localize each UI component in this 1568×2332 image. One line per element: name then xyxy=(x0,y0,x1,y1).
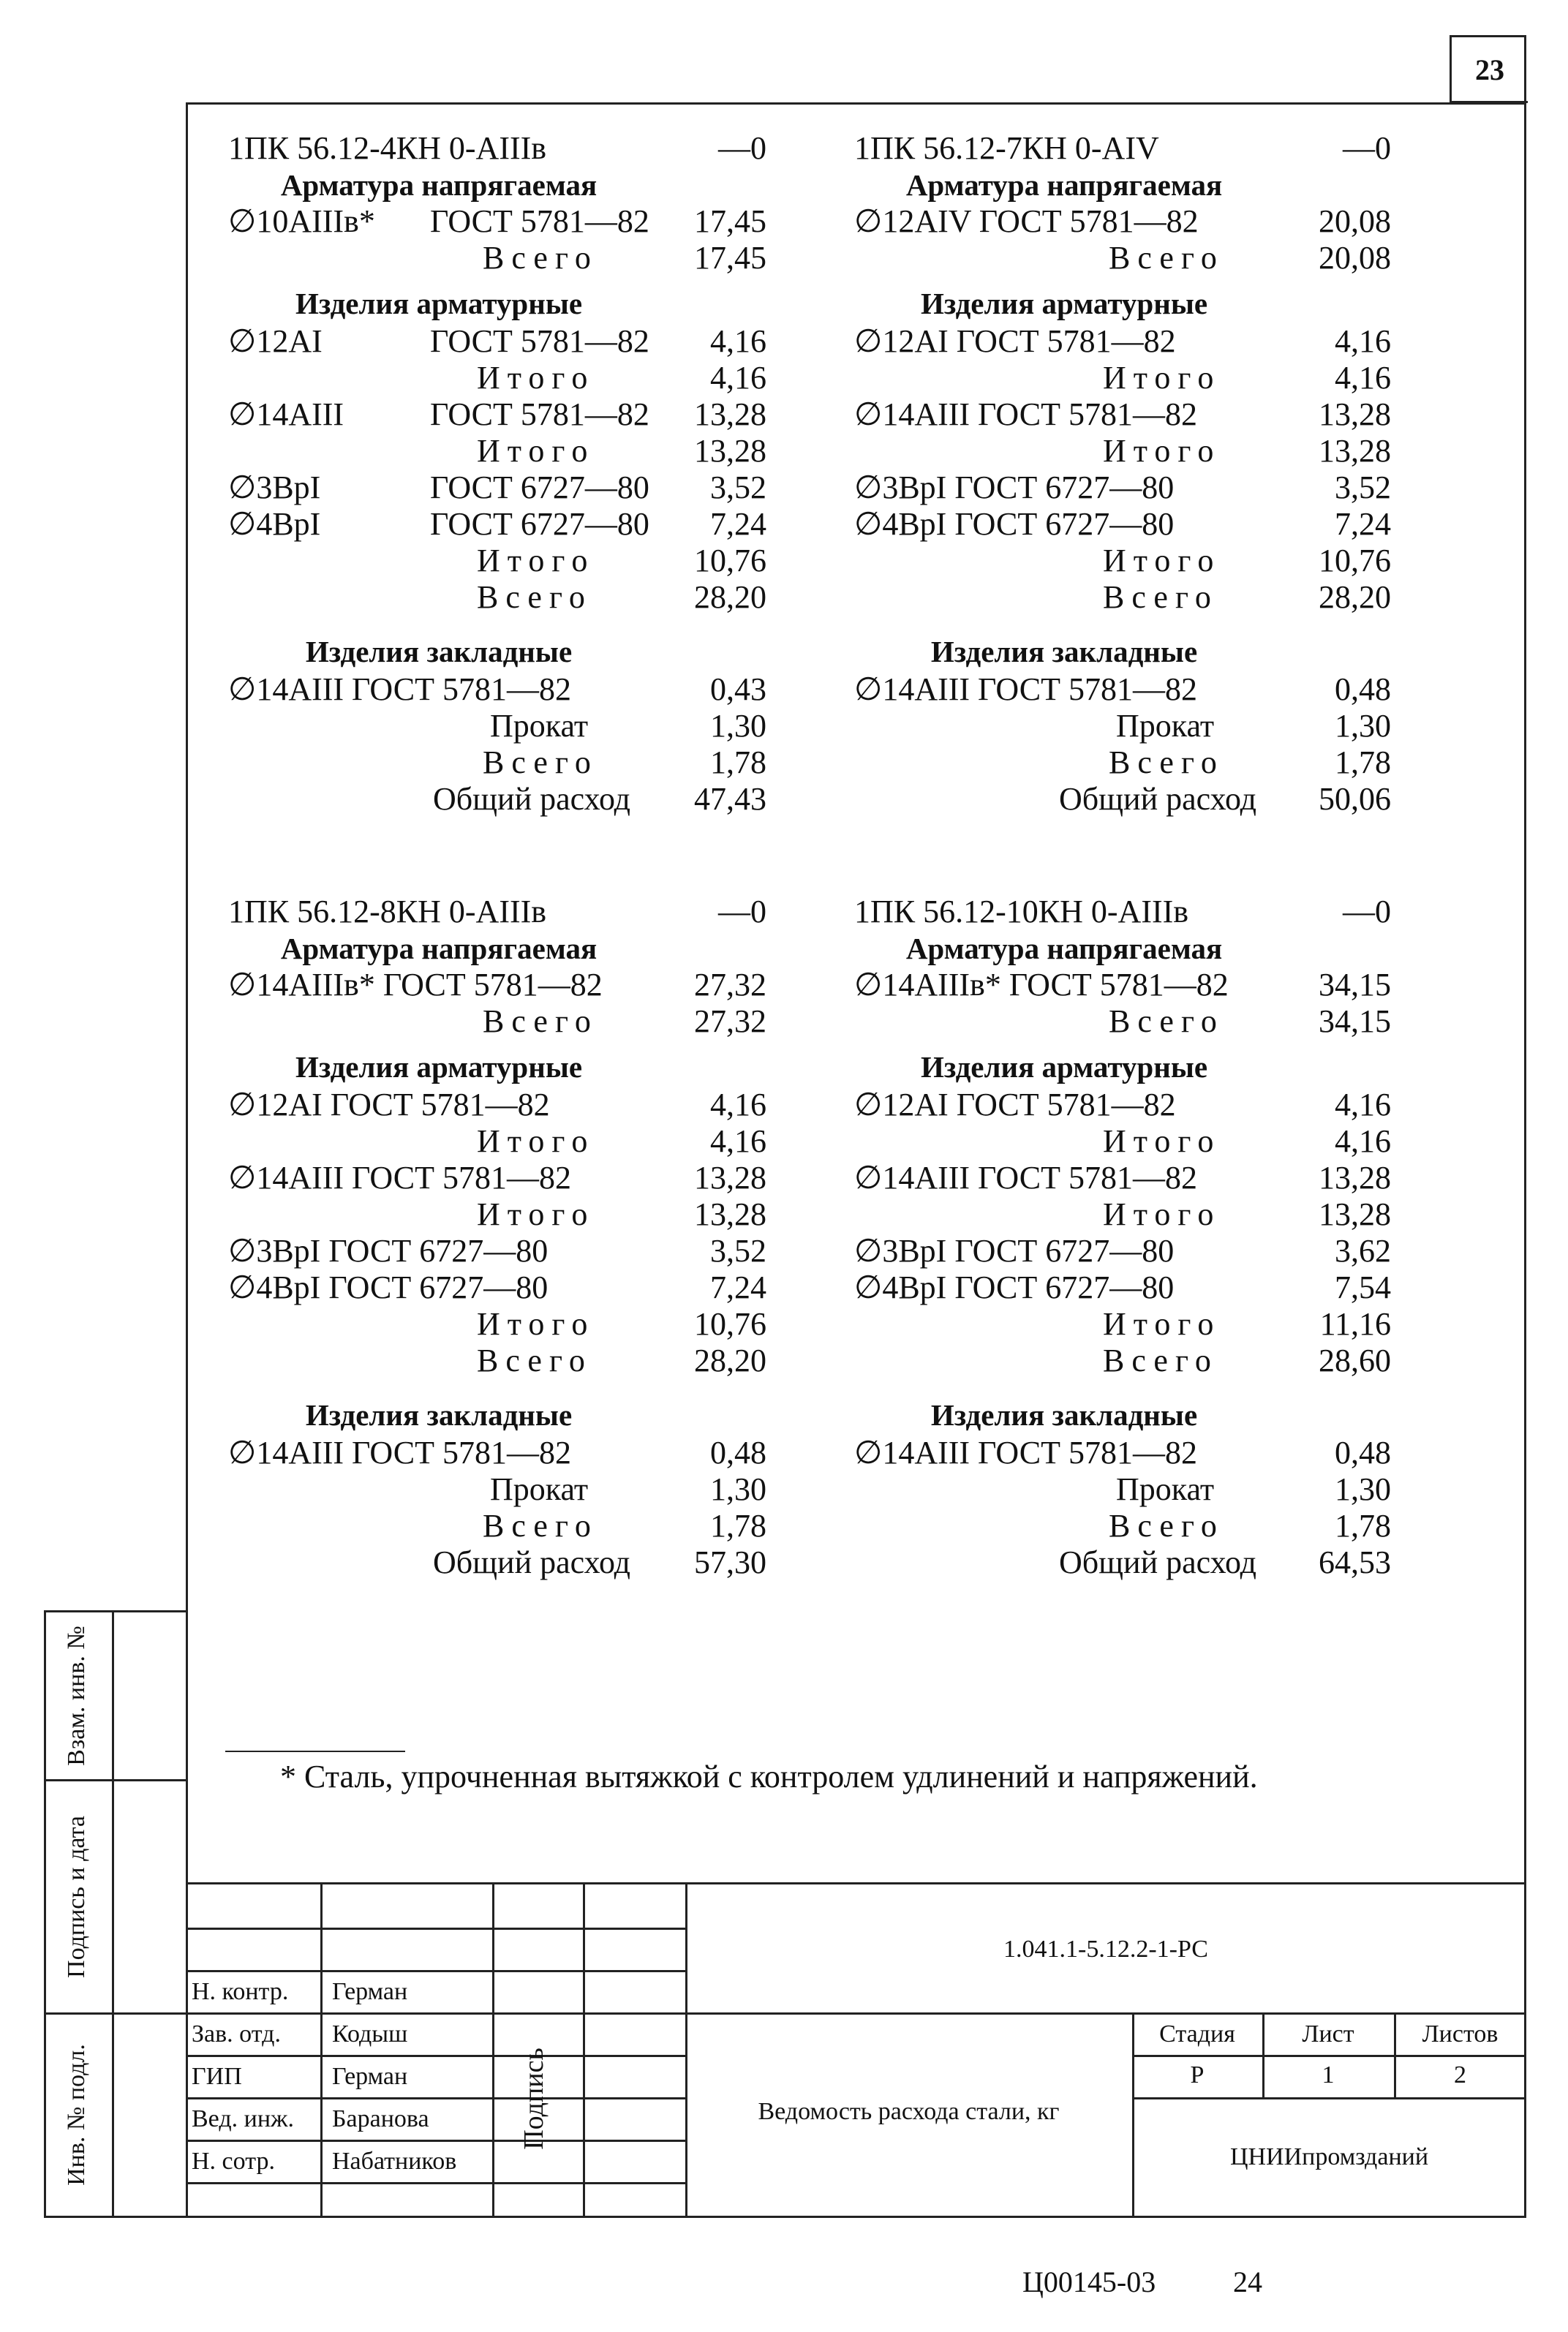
section-title-rebar-products: Изделия арматурные xyxy=(920,287,1208,320)
item-mass: 13,28 xyxy=(694,396,766,432)
subtotal-label: Итого xyxy=(1103,1196,1221,1232)
item-name: ∅12АIV ГОСТ 5781—82 xyxy=(854,203,1199,239)
subtotal-label: Всего xyxy=(477,1343,592,1378)
page-number: 23 xyxy=(1450,37,1528,103)
section-title-prestressed: Арматура напрягаемая xyxy=(905,168,1223,202)
subtotal-label: Итого xyxy=(477,1306,595,1342)
tb-rule xyxy=(492,1882,494,2218)
item-mass: 13,28 xyxy=(694,1196,766,1232)
item-name: ∅14АIIIв* ГОСТ 5781—82 xyxy=(854,967,1229,1003)
item-mass: 1,78 xyxy=(1335,1508,1391,1544)
total-label: Всего xyxy=(483,240,598,276)
item-name: ∅12АI ГОСТ 5781—82 xyxy=(854,323,1176,359)
item-name: ∅14АIII ГОСТ 5781—82 xyxy=(854,1435,1197,1471)
document-title: Ведомость расхода стали, кг xyxy=(758,2098,1060,2125)
item-mass: 3,52 xyxy=(710,469,766,505)
role-label: ГИП xyxy=(192,2063,242,2090)
item-mass: 1,30 xyxy=(710,1471,766,1507)
organization: ЦНИИпромзданий xyxy=(1229,2143,1429,2170)
summary-label: Прокат xyxy=(1116,708,1215,744)
total-label: Всего xyxy=(483,1003,598,1039)
subtotal-label: Итого xyxy=(477,360,595,396)
sidebar-label-replacement: Взам. инв. № xyxy=(63,1626,90,1766)
total-label: Всего xyxy=(1109,1003,1224,1039)
item-mass: 4,16 xyxy=(710,1123,766,1159)
item-mass: 28,20 xyxy=(694,1343,766,1378)
subtotal-label: Итого xyxy=(477,543,595,578)
role-label: Н. сотр. xyxy=(192,2148,275,2175)
subtotal-label: Итого xyxy=(477,1123,595,1159)
item-mass: 13,28 xyxy=(1319,433,1391,469)
item-name: ∅3ВрI ГОСТ 6727—80 xyxy=(854,469,1175,505)
item-name: ∅3ВрI ГОСТ 6727—80 xyxy=(228,1233,549,1269)
subtotal-label: Всего xyxy=(1103,579,1218,615)
subtotal-label: Итого xyxy=(1103,433,1221,469)
item-mass: 3,52 xyxy=(1335,469,1391,505)
item-mass: 13,28 xyxy=(694,433,766,469)
tb-rule xyxy=(186,1970,687,1972)
item-name: ∅12АI ГОСТ 5781—82 xyxy=(854,1087,1176,1122)
item-name: ∅4ВрI ГОСТ 6727—80 xyxy=(228,1269,549,1305)
tb-rule xyxy=(186,2140,687,2142)
tb-rule xyxy=(186,2055,687,2057)
section-title-embedded-items: Изделия закладные xyxy=(930,635,1198,668)
item-mass: 17,45 xyxy=(694,203,766,239)
item-mass: 1,30 xyxy=(1335,1471,1391,1507)
item-mass: 10,76 xyxy=(1319,543,1391,578)
section-title-embedded-items: Изделия закладные xyxy=(305,1398,573,1432)
total-mass: 17,45 xyxy=(694,240,766,276)
tb-rule xyxy=(1132,2097,1526,2099)
item-name: ∅4ВрI xyxy=(228,506,321,542)
item-mass: 27,32 xyxy=(694,967,766,1003)
block-title: 1ПК 56.12-7КН 0-АIV xyxy=(854,130,1159,166)
item-name: ∅14АIII ГОСТ 5781—82 xyxy=(854,396,1197,432)
item-name: ∅14АIII ГОСТ 5781—82 xyxy=(228,671,571,707)
summary-label: Всего xyxy=(1109,1508,1224,1544)
item-mass: 34,15 xyxy=(1319,967,1391,1003)
item-name: ∅3ВрI ГОСТ 6727—80 xyxy=(854,1233,1175,1269)
summary-label: Общий расход xyxy=(1059,1544,1257,1580)
item-mass: 1,78 xyxy=(1335,744,1391,780)
item-name: ∅14АIII xyxy=(228,396,344,432)
item-mass: 3,52 xyxy=(710,1233,766,1269)
section-title-embedded-items: Изделия закладные xyxy=(930,1398,1198,1432)
item-name: ∅3ВрI xyxy=(228,469,321,505)
subtotal-label: Итого xyxy=(1103,1123,1221,1159)
item-mass: 7,24 xyxy=(710,1269,766,1305)
item-mass: 13,28 xyxy=(694,1160,766,1196)
section-title-rebar-products: Изделия арматурные xyxy=(295,287,583,320)
stage-value: Р xyxy=(1190,2061,1205,2088)
section-title-prestressed: Арматура напрягаемая xyxy=(280,168,598,202)
subtotal-label: Итого xyxy=(1103,543,1221,578)
item-mass: 1,30 xyxy=(1335,708,1391,744)
item-name: ∅14АIII ГОСТ 5781—82 xyxy=(854,1160,1197,1196)
tb-rule xyxy=(320,1882,323,2218)
item-mass: 28,60 xyxy=(1319,1343,1391,1378)
sidebar-value-replacement xyxy=(112,1610,188,1781)
tb-rule xyxy=(685,1882,687,2218)
total-label: Всего xyxy=(1109,240,1224,276)
summary-label: Прокат xyxy=(490,1471,589,1507)
item-mass: 7,54 xyxy=(1335,1269,1391,1305)
item-mass: 7,24 xyxy=(710,506,766,542)
tb-rule xyxy=(186,2182,687,2184)
role-label: Зав. отд. xyxy=(192,2020,281,2048)
item-mass: 4,16 xyxy=(1335,1123,1391,1159)
summary-label: Общий расход xyxy=(1059,781,1257,817)
item-mass: 3,62 xyxy=(1335,1233,1391,1269)
item-standard: ГОСТ 6727—80 xyxy=(430,506,649,542)
sheets-value: 2 xyxy=(1454,2061,1466,2088)
person-name: Набатников xyxy=(332,2148,457,2175)
item-name: ∅10АIIIв* xyxy=(228,203,375,239)
item-mass: 50,06 xyxy=(1319,781,1391,817)
tb-rule xyxy=(186,2012,1526,2015)
footnote-rule xyxy=(225,1751,405,1752)
sheet-header: Лист xyxy=(1302,2020,1354,2048)
total-mass: 27,32 xyxy=(694,1003,766,1039)
signature-column-label: Подпись xyxy=(518,2048,549,2150)
section-title-rebar-products: Изделия арматурные xyxy=(920,1050,1208,1084)
item-mass: 0,43 xyxy=(710,671,766,707)
subtotal-label: Всего xyxy=(1103,1343,1218,1378)
item-name: ∅4ВрI ГОСТ 6727—80 xyxy=(854,1269,1175,1305)
person-name: Баранова xyxy=(332,2105,429,2132)
item-mass: 4,16 xyxy=(710,323,766,359)
tb-rule xyxy=(583,1882,585,2218)
item-mass: 1,78 xyxy=(710,744,766,780)
summary-label: Прокат xyxy=(1116,1471,1215,1507)
section-title-prestressed: Арматура напрягаемая xyxy=(905,932,1223,965)
sidebar-label-signature: Подпись и дата xyxy=(63,1816,90,1978)
summary-label: Всего xyxy=(483,1508,598,1544)
tb-rule xyxy=(186,1882,1526,1884)
total-mass: 34,15 xyxy=(1319,1003,1391,1039)
subtotal-label: Всего xyxy=(477,579,592,615)
item-mass: 10,76 xyxy=(694,543,766,578)
block-title: 1ПК 56.12-10КН 0-АIIIв xyxy=(854,894,1189,929)
person-name: Герман xyxy=(332,2063,408,2090)
total-mass: 20,08 xyxy=(1319,240,1391,276)
item-standard: ГОСТ 5781—82 xyxy=(430,323,649,359)
item-mass: 28,20 xyxy=(1319,579,1391,615)
sidebar-value-signature xyxy=(112,1779,188,2015)
item-mass: 57,30 xyxy=(694,1544,766,1580)
item-mass: 47,43 xyxy=(694,781,766,817)
summary-label: Общий расход xyxy=(433,1544,631,1580)
summary-label: Всего xyxy=(1109,744,1224,780)
block-title: 1ПК 56.12-4КН 0-АIIIв xyxy=(228,130,547,166)
item-mass: 7,24 xyxy=(1335,506,1391,542)
section-title-rebar-products: Изделия арматурные xyxy=(295,1050,583,1084)
section-title-prestressed: Арматура напрягаемая xyxy=(280,932,598,965)
summary-label: Прокат xyxy=(490,708,589,744)
subtotal-label: Итого xyxy=(1103,1306,1221,1342)
item-mass: 4,16 xyxy=(1335,360,1391,396)
item-mass: 20,08 xyxy=(1319,203,1391,239)
sidebar-value-inventory xyxy=(112,2012,188,2218)
item-mass: 1,30 xyxy=(710,708,766,744)
block-code: —0 xyxy=(1343,130,1391,166)
tb-rule xyxy=(1132,2055,1526,2057)
item-mass: 13,28 xyxy=(1319,396,1391,432)
bottom-page-number: 24 xyxy=(1233,2265,1262,2298)
item-mass: 10,76 xyxy=(694,1306,766,1342)
item-mass: 0,48 xyxy=(1335,1435,1391,1471)
block-code: —0 xyxy=(718,130,766,166)
item-name: ∅14АIII ГОСТ 5781—82 xyxy=(228,1160,571,1196)
sheet-value: 1 xyxy=(1322,2061,1335,2088)
subtotal-label: Итого xyxy=(477,1196,595,1232)
item-mass: 13,28 xyxy=(1319,1160,1391,1196)
person-name: Кодыш xyxy=(332,2020,408,2048)
item-name: ∅12АI ГОСТ 5781—82 xyxy=(228,1087,550,1122)
summary-label: Общий расход xyxy=(433,781,631,817)
subtotal-label: Итого xyxy=(1103,360,1221,396)
section-title-embedded-items: Изделия закладные xyxy=(305,635,573,668)
item-mass: 4,16 xyxy=(710,1087,766,1122)
item-mass: 13,28 xyxy=(1319,1196,1391,1232)
item-standard: ГОСТ 6727—80 xyxy=(430,469,649,505)
item-standard: ГОСТ 5781—82 xyxy=(430,203,649,239)
archive-code: Ц00145-03 xyxy=(1022,2265,1156,2298)
summary-label: Всего xyxy=(483,744,598,780)
item-mass: 64,53 xyxy=(1319,1544,1391,1580)
subtotal-label: Итого xyxy=(477,433,595,469)
item-name: ∅14АIII ГОСТ 5781—82 xyxy=(228,1435,571,1471)
item-mass: 28,20 xyxy=(694,579,766,615)
block-code: —0 xyxy=(1343,894,1391,929)
item-mass: 4,16 xyxy=(710,360,766,396)
item-name: ∅14АIIIв* ГОСТ 5781—82 xyxy=(228,967,603,1003)
block-title: 1ПК 56.12-8КН 0-АIIIв xyxy=(228,894,547,929)
item-mass: 4,16 xyxy=(1335,1087,1391,1122)
item-mass: 0,48 xyxy=(1335,671,1391,707)
role-label: Вед. инж. xyxy=(192,2105,295,2132)
role-label: Н. контр. xyxy=(192,1978,289,2005)
document-code: 1.041.1-5.12.2-1-РС xyxy=(1003,1936,1208,1963)
item-name: ∅12АI xyxy=(228,323,323,359)
item-mass: 1,78 xyxy=(710,1508,766,1544)
tb-rule xyxy=(186,2097,687,2099)
item-mass: 4,16 xyxy=(1335,323,1391,359)
item-name: ∅14АIII ГОСТ 5781—82 xyxy=(854,671,1197,707)
footnote: * Сталь, упрочненная вытяжкой с контролем удлинений и напряжений. xyxy=(280,1759,1258,1795)
stage-header: Стадия xyxy=(1159,2020,1235,2048)
item-standard: ГОСТ 5781—82 xyxy=(430,396,649,432)
item-name: ∅4ВрI ГОСТ 6727—80 xyxy=(854,506,1175,542)
sheets-header: Листов xyxy=(1422,2020,1499,2048)
person-name: Герман xyxy=(332,1978,408,2005)
block-code: —0 xyxy=(718,894,766,929)
tb-rule xyxy=(186,1928,687,1930)
item-mass: 11,16 xyxy=(1319,1306,1391,1342)
item-mass: 0,48 xyxy=(710,1435,766,1471)
sidebar-label-inventory: Инв. № подл. xyxy=(63,2044,90,2186)
